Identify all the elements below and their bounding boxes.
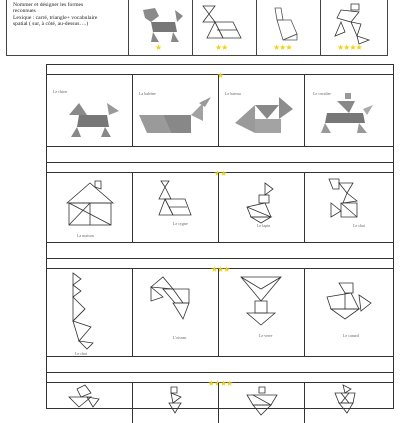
swan-caption: Le cygne bbox=[173, 221, 188, 226]
section-1-header bbox=[47, 65, 393, 80]
swan-cell bbox=[133, 173, 219, 242]
glass-caption: Le verre bbox=[259, 333, 273, 338]
bird-tangram bbox=[133, 269, 219, 357]
house-cell bbox=[47, 173, 133, 242]
whale-caption: La baleine bbox=[139, 91, 156, 96]
glass-cell bbox=[219, 269, 305, 356]
cat-sitting-caption: Le chat bbox=[75, 351, 87, 356]
level-4-stars: ★★★★ bbox=[337, 43, 362, 52]
header-level-2 bbox=[193, 0, 257, 55]
cat-sitting-tangram bbox=[47, 269, 133, 357]
section-4-row bbox=[47, 383, 393, 423]
dog-caption: Le chien bbox=[53, 89, 67, 94]
section-1-stars: ★ bbox=[216, 71, 224, 80]
section-3-stars: ★★★ bbox=[210, 265, 230, 274]
runner-tangram bbox=[47, 383, 133, 423]
section-2-row bbox=[47, 173, 393, 243]
dog-cell bbox=[47, 75, 133, 146]
cat-sitting-cell bbox=[47, 269, 133, 356]
cat-cell bbox=[305, 173, 393, 242]
section-3-row bbox=[47, 269, 393, 357]
section-3-header bbox=[47, 259, 393, 274]
rider-tangram bbox=[305, 75, 393, 147]
rabbit-cell bbox=[219, 173, 305, 242]
skater-tangram bbox=[305, 383, 393, 423]
whale-tangram bbox=[133, 75, 219, 147]
section-1-spacer bbox=[47, 147, 393, 163]
section-4-header bbox=[47, 373, 393, 388]
section-2-header bbox=[47, 163, 393, 178]
rabbit-caption: Le lapin bbox=[257, 223, 271, 228]
duck-cell bbox=[305, 269, 393, 356]
boat-cell bbox=[219, 75, 305, 146]
boat-caption: Le bateau bbox=[225, 91, 241, 96]
duck-tangram bbox=[305, 269, 393, 357]
cat-tangram bbox=[305, 173, 393, 243]
dog-tangram bbox=[47, 75, 133, 147]
skater-cell bbox=[305, 383, 393, 423]
figure-tangram bbox=[133, 383, 219, 423]
bird-cell bbox=[133, 269, 219, 356]
bird-caption: L'oiseau bbox=[173, 335, 187, 340]
rider-cell bbox=[305, 75, 393, 146]
level-3-stars: ★★★ bbox=[273, 43, 292, 52]
section-1-row bbox=[47, 75, 393, 147]
boat-tangram bbox=[219, 75, 305, 147]
header-level-4 bbox=[321, 0, 387, 55]
cat-caption: Le chat bbox=[353, 223, 365, 228]
tangram-grid-table bbox=[46, 64, 394, 409]
rabbit-tangram bbox=[219, 173, 305, 243]
rider-caption: Le cavalier bbox=[313, 91, 331, 96]
figure-cell bbox=[133, 383, 219, 423]
header-table bbox=[6, 0, 388, 56]
dancer-tangram bbox=[219, 383, 305, 423]
whale-cell bbox=[133, 75, 219, 146]
level-1-stars: ★ bbox=[155, 43, 162, 52]
instruction-line-1: Nommer et désigner les formes bbox=[13, 2, 84, 8]
section-2-stars: ★★ bbox=[213, 169, 227, 178]
dancer-cell bbox=[219, 383, 305, 423]
section-3-spacer bbox=[47, 357, 393, 373]
instructions-text bbox=[7, 0, 129, 55]
instruction-line-2: reconnues bbox=[13, 8, 36, 15]
section-2-spacer bbox=[47, 243, 393, 259]
house-caption: La maison bbox=[77, 233, 94, 238]
runner-cell bbox=[47, 383, 133, 423]
swan-tangram bbox=[133, 173, 219, 243]
header-level-3 bbox=[257, 0, 321, 55]
instruction-line-4: spatial ( sur, à côté, au-dessus….) bbox=[13, 21, 89, 28]
section-4-stars: ★★★★ bbox=[207, 379, 233, 388]
glass-tangram bbox=[219, 269, 305, 357]
level-2-stars: ★★ bbox=[215, 43, 228, 52]
header-level-1 bbox=[129, 0, 193, 55]
duck-caption: Le canard bbox=[343, 333, 359, 338]
instruction-line-3: Lexique : carré, triangle+ vocabulaire bbox=[13, 14, 98, 21]
